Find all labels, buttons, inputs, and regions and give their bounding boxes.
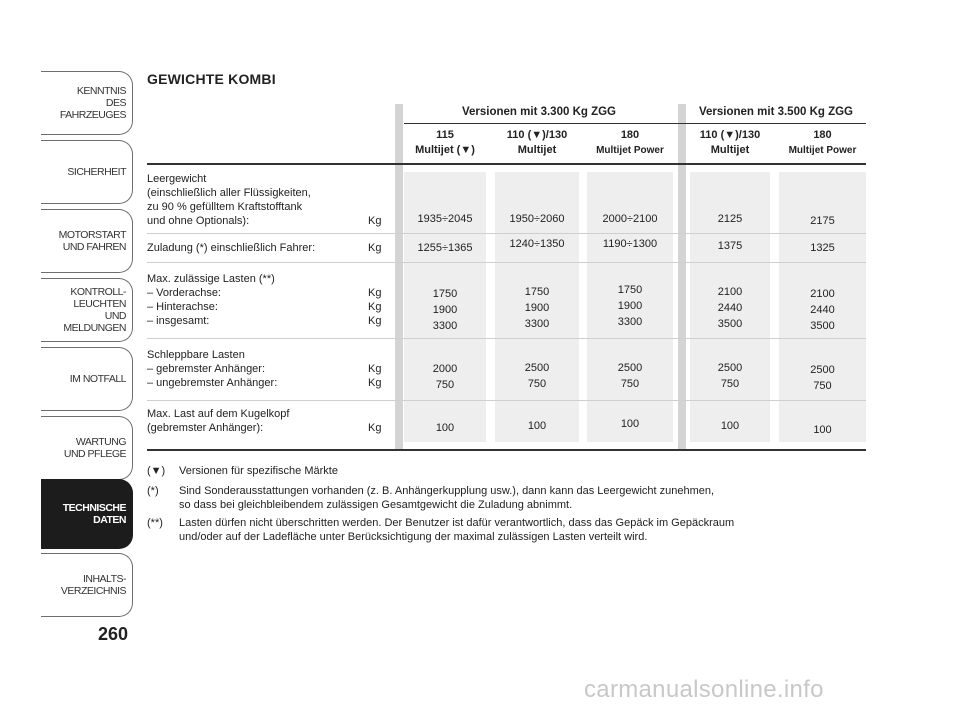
column-header xyxy=(495,128,579,158)
tab-label: IM NOTFALL xyxy=(69,373,126,385)
tab-kontrollleuchten[interactable] xyxy=(41,278,133,342)
table-cell: 1950÷2060 xyxy=(509,213,565,225)
group-divider xyxy=(678,104,686,450)
table-cell: 100 xyxy=(620,418,640,430)
table-cell: 1935÷2045 xyxy=(417,213,473,225)
column-header-line2: Multijet Power xyxy=(788,145,857,156)
row-label-max-lasten: Max. zulässige Lasten (**) – Vorderachse: – Hinterachse: – insgesamt: xyxy=(147,273,275,327)
column-header xyxy=(779,128,866,158)
unit-label: Kg xyxy=(368,315,382,327)
tab-kenntnis[interactable] xyxy=(41,71,133,135)
table-cell: 2500 750 xyxy=(717,362,743,390)
table-cell: 100 xyxy=(720,420,740,432)
footnote-text: Versionen für spezifische Märkte xyxy=(179,465,338,477)
table-bottom-rule xyxy=(147,449,866,451)
tab-inhaltsverzeichnis[interactable] xyxy=(41,553,133,617)
column-header-line2: Multijet xyxy=(517,144,557,156)
table-cell: 2500 750 xyxy=(524,362,550,390)
tab-label: WARTUNG UND PFLEGE xyxy=(63,436,126,460)
unit-label: Kg xyxy=(368,287,382,299)
footnote-key: (*) xyxy=(147,485,159,497)
tab-label: INHALTS- VERZEICHNIS xyxy=(60,573,126,597)
tab-label: MOTORSTART UND FAHREN xyxy=(58,229,126,253)
tab-wartung[interactable] xyxy=(41,416,133,480)
tab-sicherheit[interactable] xyxy=(41,140,133,204)
table-cell: 1750 1900 3300 xyxy=(432,288,458,332)
column-header xyxy=(404,128,486,158)
tab-label: TECHNISCHE DATEN xyxy=(62,502,126,526)
table-cell: 100 xyxy=(435,422,455,434)
table-cell: 1375 xyxy=(717,240,743,252)
column-header-line2: Multijet xyxy=(710,144,750,156)
row-divider xyxy=(147,400,866,401)
table-cell: 2100 2440 3500 xyxy=(717,286,743,330)
table-cell: 1255÷1365 xyxy=(417,242,473,254)
table-cell: 2500 750 xyxy=(617,362,643,390)
unit-label: Kg xyxy=(368,242,382,254)
group-divider xyxy=(395,104,403,450)
unit-label: Kg xyxy=(368,377,382,389)
tab-technische-daten[interactable] xyxy=(41,479,133,549)
footnote-key: (**) xyxy=(147,517,163,529)
page-title: GEWICHTE KOMBI xyxy=(147,71,276,87)
page-number: 260 xyxy=(98,624,129,644)
row-label-zuladung: Zuladung (*) einschließlich Fahrer: xyxy=(147,242,316,254)
table-cell: 2000÷2100 xyxy=(602,213,658,225)
tab-im-notfall[interactable] xyxy=(41,347,133,411)
unit-label: Kg xyxy=(368,215,382,227)
table-cell: 1750 1900 3300 xyxy=(617,284,643,328)
row-divider xyxy=(147,233,866,234)
footnote-text: Sind Sonderausstattungen vorhanden (z. B. Anhängerkupplung usw.), dann kann das Leergewicht zunehmen, so dass bei gleichbleibendem zulässigen Gesamtgewicht die Zuladung abnimmt. xyxy=(179,485,715,511)
table-cell: 2175 xyxy=(810,215,835,227)
table-cell: 100 xyxy=(813,424,832,436)
table-cell: 100 xyxy=(527,420,547,432)
tab-label: SICHERHEIT xyxy=(67,166,126,178)
table-cell: 1325 xyxy=(810,242,835,254)
table-cell: 1190÷1300 xyxy=(602,238,658,250)
table-cell: 2500 750 xyxy=(810,364,835,392)
row-label-leergewicht: Leergewicht (einschließlich aller Flüssigkeiten, zu 90 % gefülltem Kraftstofftank und ohne Optionals): xyxy=(147,173,311,227)
column-header-line1: 110 (▼)/130 xyxy=(699,129,761,141)
footnote-key: (▼) xyxy=(147,465,166,477)
column-header xyxy=(587,128,673,158)
row-divider xyxy=(147,338,866,339)
tab-label: KENNTNIS DES FAHRZEUGES xyxy=(59,85,126,121)
table-cell: 1750 1900 3300 xyxy=(524,286,550,330)
tab-label: KONTROLL- LEUCHTEN UND MELDUNGEN xyxy=(63,286,126,334)
watermark: carmanualsonline.info xyxy=(584,676,824,703)
table-cell: 2100 2440 3500 xyxy=(810,288,835,332)
footnote-text: Lasten dürfen nicht überschritten werden. Der Benutzer ist dafür verantwortlich, dass das Gepäck im Gepäckraum und/oder auf der Ladefläche unter Berücksichtigung der maximal zulässigen Lasten verteilt wird. xyxy=(179,517,735,543)
table-top-rule xyxy=(147,163,866,165)
column-header xyxy=(688,128,772,158)
column-header-line2: Multijet Power xyxy=(596,145,664,156)
group-header: Versionen mit 3.300 Kg ZGG xyxy=(461,106,617,118)
group-header: Versionen mit 3.500 Kg ZGG xyxy=(698,106,854,118)
column-header-line1: 115 xyxy=(436,129,454,141)
table-cell: 2000 750 xyxy=(432,363,458,391)
row-divider xyxy=(147,262,866,263)
table-cell: 1240÷1350 xyxy=(509,238,565,250)
unit-label: Kg xyxy=(368,301,382,313)
column-header-line1: 180 xyxy=(813,129,832,141)
tab-motorstart[interactable] xyxy=(41,209,133,273)
row-label-kugelkopf: Max. Last auf dem Kugelkopf (gebremster Anhänger): xyxy=(147,408,290,434)
table-cell: 2125 xyxy=(717,213,743,225)
header-rule xyxy=(404,123,866,124)
unit-label: Kg xyxy=(368,363,382,375)
row-label-schleppbare-lasten: Schleppbare Lasten – gebremster Anhänger: – ungebremster Anhänger: xyxy=(147,349,278,389)
unit-label: Kg xyxy=(368,422,382,434)
column-header-line1: 110 (▼)/130 xyxy=(506,129,568,141)
column-header-line2: Multijet (▼) xyxy=(415,144,475,156)
column-header-line1: 180 xyxy=(620,129,640,141)
